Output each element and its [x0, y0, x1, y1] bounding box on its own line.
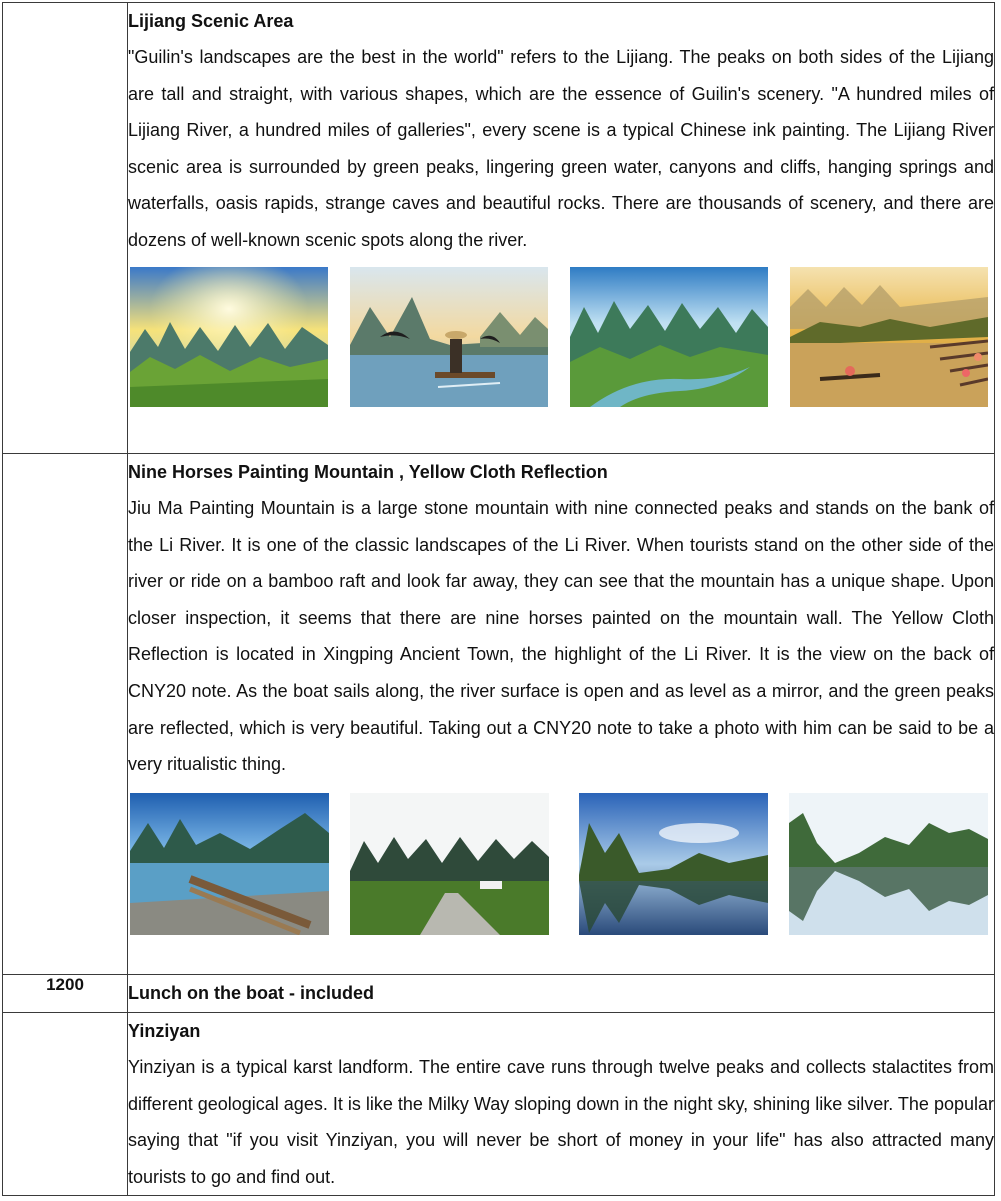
- time-cell: [3, 454, 128, 975]
- table-row: [3, 454, 995, 975]
- table-row: [3, 975, 995, 1013]
- section-text: "Guilin's landscapes are the best in the world" refers to the Lijiang. The peaks on both sides of the Lijiang are tall and straight, with various shapes, which are the essence of Guilin's scenery. "A hundred miles of Lijiang River, a hundred miles of galleries", every scene is a typical Chinese ink painting. The Lijiang River scenic area is surrounded by green peaks, lingering green water, canyons and cliffs, hanging springs and waterfalls, oasis rapids, strange caves and beautiful rocks. There are thousands of scenery, and there are dozens of well-known scenic spots along the river.: [128, 47, 994, 250]
- photo-sunrise-peaks: [130, 267, 328, 407]
- section-title: Lunch on the boat - included: [128, 983, 374, 1003]
- photo-bamboo-raft-shore: [130, 793, 329, 935]
- photo-reflection-valley: [579, 793, 768, 935]
- time-cell: [3, 3, 128, 454]
- photo-gallery: [128, 783, 994, 943]
- section-title: Lijiang Scenic Area: [128, 11, 294, 31]
- photo-golden-rafts: [790, 267, 988, 407]
- section-cell: [128, 454, 995, 975]
- photo-river-bend: [570, 267, 768, 407]
- section-title: Yinziyan: [128, 1021, 201, 1041]
- section-text: Yinziyan is a typical karst landform. The entire cave runs through twelve peaks and collects stalactites from different geological ages. It is like the Milky Way sloping down in the night sky, shining like silver. The popular saying that "if you visit Yinziyan, you will never be short of money in your life" has also attracted many tourists to go and find out.: [128, 1057, 994, 1187]
- section-cell: [128, 3, 995, 454]
- table-row: [3, 1013, 995, 1196]
- itinerary-table: [2, 2, 995, 1196]
- section-title: Nine Horses Painting Mountain , Yellow Cloth Reflection: [128, 462, 608, 482]
- photo-mirror-reflection: [789, 793, 988, 935]
- time-cell: [3, 1013, 128, 1196]
- section-cell: [128, 1013, 995, 1196]
- photo-cormorant-fisherman: [350, 267, 548, 407]
- time-cell: 1200: [3, 975, 128, 1013]
- table-row: [3, 3, 995, 454]
- section-cell: [128, 975, 995, 1013]
- photo-road-karst-peaks: [350, 793, 549, 935]
- section-text: Jiu Ma Painting Mountain is a large stone mountain with nine connected peaks and stands on the bank of the Li River. It is one of the classic landscapes of the Li River. When tourists stand on the other side of the river or ride on a bamboo raft and look far away, they can see that the mountain has a unique shape. Upon closer inspection, it seems that there are nine horses painted on the mountain wall. The Yellow Cloth Reflection is located in Xingping Ancient Town, the highlight of the Li River. It is the view on the back of CNY20 note. As the boat sails along, the river surface is open and as level as a mirror, and the green peaks are reflected, which is very beautiful. Taking out a CNY20 note to take a photo with him can be said to be a very ritualistic thing.: [128, 498, 994, 775]
- photo-gallery: [128, 259, 994, 415]
